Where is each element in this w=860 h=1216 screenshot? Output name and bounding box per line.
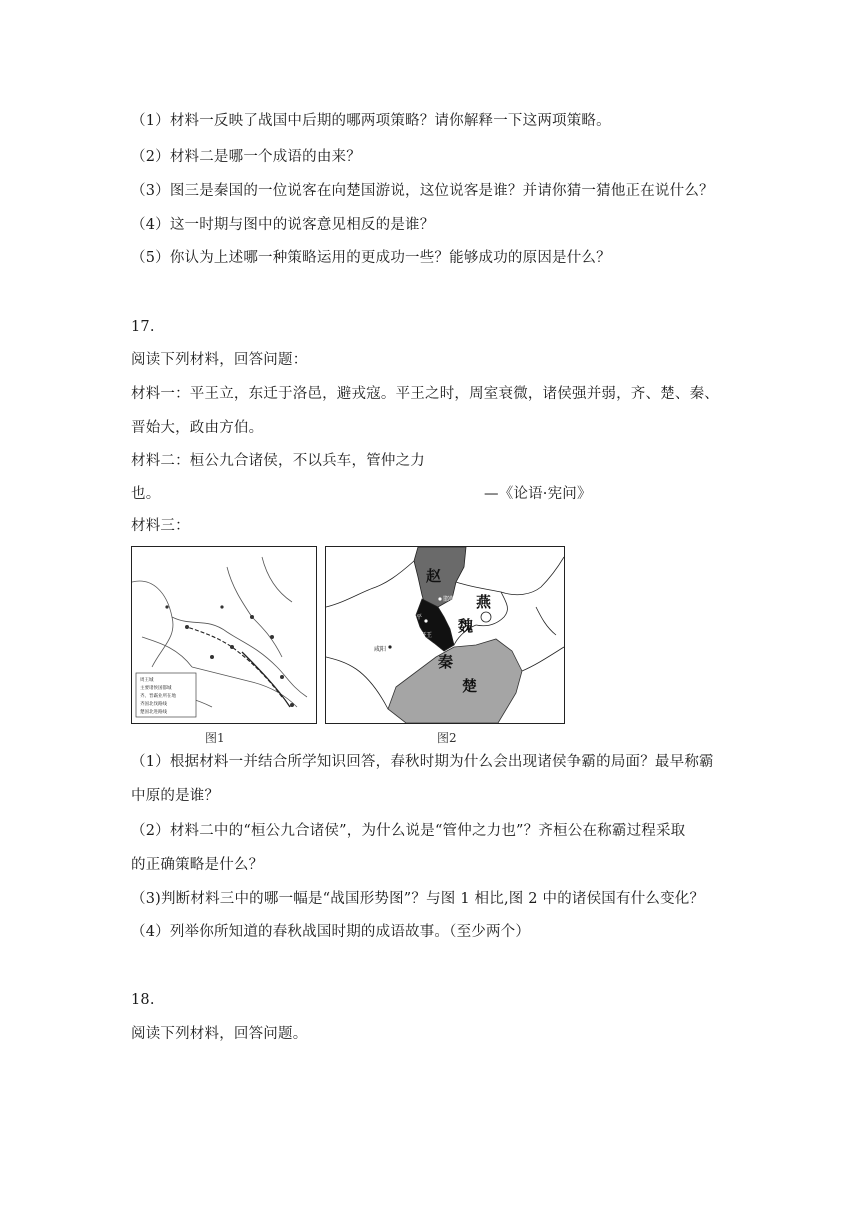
q17-number: 17. bbox=[131, 319, 155, 335]
q17-intro: 阅读下列材料，回答问题： bbox=[131, 352, 308, 368]
legend-3: 齐、晋霸业所在地 bbox=[140, 694, 176, 699]
material2-line2: 也。 bbox=[131, 486, 161, 502]
q16-sub-1: （1）材料一反映了战国中后期的哪两项策略？请你解释一下这两项策略。 bbox=[131, 113, 611, 129]
q17-question-2-line2: 的正确策略是什么？ bbox=[131, 857, 264, 873]
q18-intro: 阅读下列材料，回答问题。 bbox=[131, 1026, 308, 1042]
label-chu: 楚 bbox=[462, 677, 478, 695]
q17-question-1-line2: 中原的是谁？ bbox=[131, 788, 220, 804]
city-yewang: 野王 bbox=[420, 632, 433, 639]
legend-2: 主要诸侯国都城 bbox=[140, 686, 172, 691]
material3-label: 材料三： bbox=[131, 518, 190, 534]
figure-1-map-drawing bbox=[132, 547, 316, 723]
q18-number: 18. bbox=[131, 992, 155, 1008]
figure-1-caption: 图1 bbox=[205, 731, 225, 745]
material1-line1: 材料一：平王立，东迁于洛邑，避戎寇。平王之时，周室衰微，诸侯强并弱，齐、楚、秦、 bbox=[131, 386, 719, 402]
chu-region bbox=[388, 639, 522, 723]
wei-region bbox=[416, 599, 454, 651]
city-changping: 长平 bbox=[410, 614, 423, 621]
q16-sub-5: （5）你认为上述哪一种策略运用的更成功一些？能够成功的原因是什么？ bbox=[131, 250, 611, 266]
material2-line1: 材料二：桓公九合诸侯，不以兵车，管仲之力 bbox=[131, 453, 425, 469]
figure-2-caption: 图2 bbox=[437, 731, 457, 745]
figure-2-map-drawing bbox=[326, 547, 564, 723]
city-xianyang: 咸阳 bbox=[374, 646, 387, 653]
q16-sub-4: （4）这一时期与图中的说客意见相反的是谁？ bbox=[131, 217, 435, 233]
city-handan: 邯郸 bbox=[443, 596, 456, 603]
legend-4: 齐国北伐路线 bbox=[140, 702, 167, 707]
legend-5: 楚国北进路线 bbox=[140, 710, 167, 715]
q16-sub-2: （2）材料二是哪一个成语的由来？ bbox=[131, 149, 361, 165]
figure-2-map bbox=[325, 546, 565, 724]
figure-1-map bbox=[131, 546, 317, 724]
q17-question-2-line1: （2）材料二中的“桓公九合诸侯”，为什么说是“管仲之力也”？齐桓公在称霸过程采取 bbox=[131, 823, 686, 839]
material2-source: —《论语·宪问》 bbox=[484, 486, 592, 502]
q16-sub-3: （3）图三是秦国的一位说客在向楚国游说，这位说客是谁？并请你猜一猜他正在说什么？ bbox=[131, 183, 714, 199]
q17-question-4: （4）列举你所知道的春秋战国时期的成语故事。（至少两个） bbox=[131, 924, 531, 940]
q17-question-3: （3)判断材料三中的哪一幅是“战国形势图”？与图 1 相比,图 2 中的诸侯国有什么变化？ bbox=[131, 891, 705, 907]
label-zhao: 赵 bbox=[426, 567, 442, 585]
legend-1: 周王城 bbox=[140, 678, 154, 683]
label-qin: 秦 bbox=[438, 653, 454, 671]
material1-line2: 晋始大，政由方伯。 bbox=[131, 420, 264, 436]
label-wei: 魏 bbox=[458, 617, 474, 635]
label-yan: 燕 bbox=[476, 593, 492, 611]
q17-question-1-line1: （1）根据材料一并结合所学知识回答，春秋时期为什么会出现诸侯争霸的局面？最早称霸 bbox=[131, 754, 714, 770]
